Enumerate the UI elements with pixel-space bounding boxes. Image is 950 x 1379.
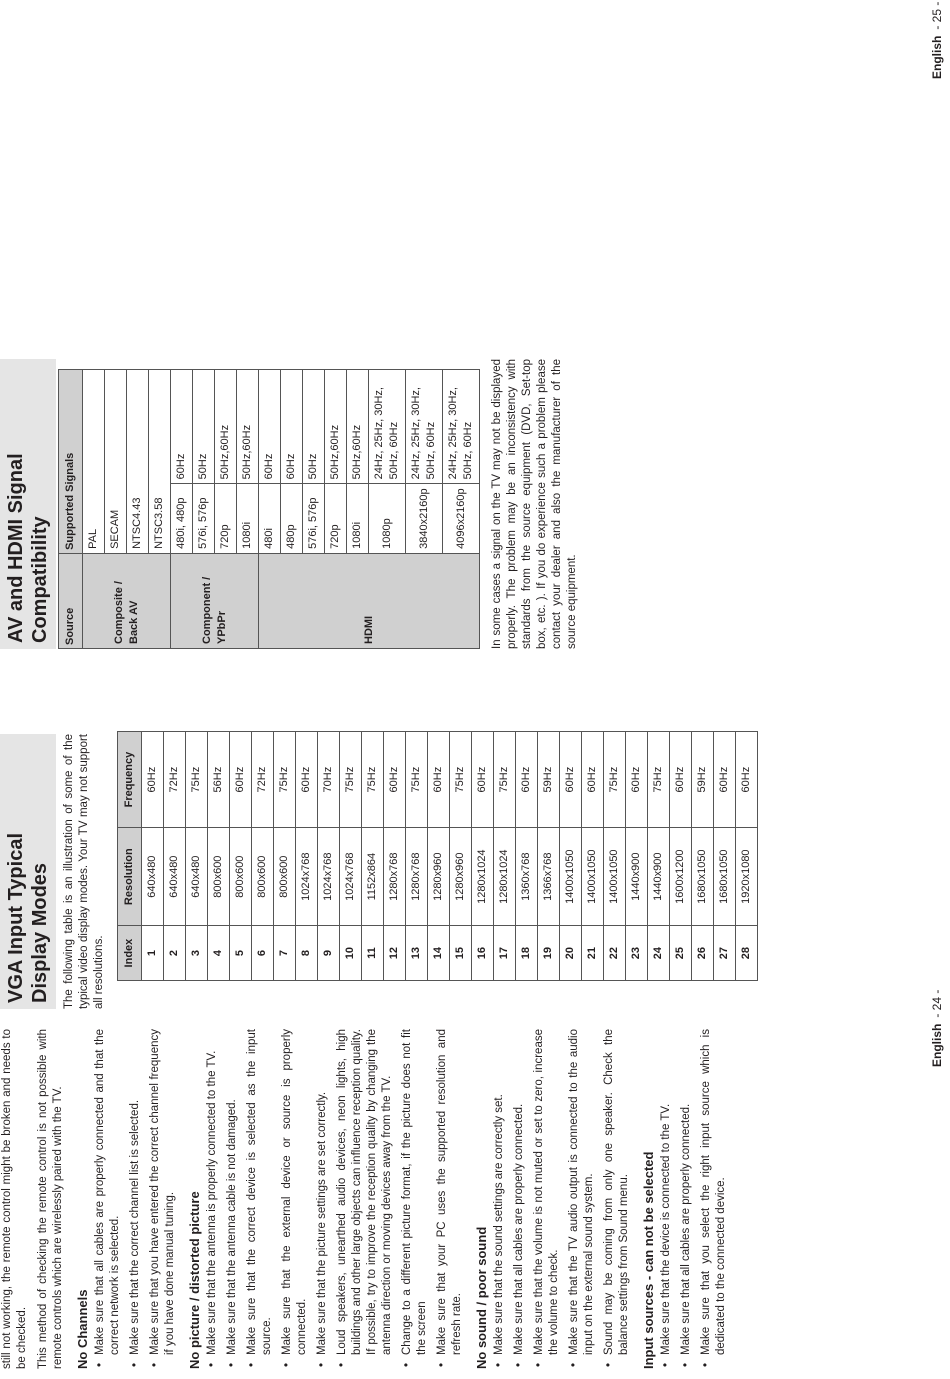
bullet-item: • Make sure that the TV audio output is connected to the audio input on the external sound system. — [567, 1029, 597, 1369]
resolution-cell: 1600x1200 — [670, 828, 692, 926]
signals-header: Supported Signals — [59, 370, 83, 554]
table-row — [560, 732, 582, 981]
signal-cell: PAL — [83, 370, 105, 554]
table-row — [736, 732, 758, 981]
table-row — [208, 732, 230, 981]
section-heading: Input sources - can not be selected — [641, 1151, 656, 1369]
bullet-list — [93, 1029, 178, 1369]
resolution-cell: 1280x1024 — [472, 828, 494, 926]
index-cell: 12 — [384, 926, 406, 981]
vga-header-cell: Resolution — [118, 828, 142, 926]
vga-header-cell: Frequency — [118, 732, 142, 828]
section-heading: No sound / poor sound — [474, 1226, 489, 1369]
index-cell: 8 — [296, 926, 318, 981]
index-cell: 1 — [142, 926, 164, 981]
frequency-cell: 60Hz — [296, 732, 318, 828]
signal-cell: NTSC3.58 — [149, 370, 171, 554]
resolution-cell: 1024x768 — [318, 828, 340, 926]
frequency-cell: 60Hz — [230, 732, 252, 828]
bullet-item: • Make sure that the correct device is selected as the input source. — [245, 1029, 275, 1369]
index-cell: 16 — [472, 926, 494, 981]
table-row — [450, 732, 472, 981]
index-cell: 2 — [164, 926, 186, 981]
frequency-cell: 72Hz — [252, 732, 274, 828]
signal-cell: 1080i — [347, 484, 369, 554]
resolution-cell: 1152x864 — [362, 828, 384, 926]
troubleshooting-column — [0, 1029, 734, 1369]
resolution-cell: 1360x768 — [516, 828, 538, 926]
resolution-cell: 1280x960 — [450, 828, 472, 926]
index-cell: 17 — [494, 926, 516, 981]
table-row — [340, 732, 362, 981]
bullet-item: • Make sure that you have entered the correct channel frequency if you have done manual tuning. — [148, 1029, 178, 1369]
frequency-cell: 75Hz — [274, 732, 296, 828]
index-cell: 24 — [648, 926, 670, 981]
frequency-cell: 60Hz — [281, 370, 303, 484]
table-row — [362, 732, 384, 981]
frequency-cell: 70Hz — [318, 732, 340, 828]
frequency-cell: 60Hz — [560, 732, 582, 828]
resolution-cell: 640x480 — [186, 828, 208, 926]
resolution-cell: 800x600 — [230, 828, 252, 926]
signal-cell: 576i, 576p — [193, 484, 215, 554]
frequency-cell: 60Hz — [259, 370, 281, 484]
resolution-cell: 1440x900 — [626, 828, 648, 926]
frequency-cell: 50Hz — [303, 370, 325, 484]
signal-cell: 1080p — [369, 484, 406, 554]
frequency-cell: 60Hz — [582, 732, 604, 828]
paired-remote-note: This method of checking the remote control is not possible with remote controls which are wirelessly paired with the TV. — [37, 1029, 64, 1369]
index-cell: 9 — [318, 926, 340, 981]
frequency-cell: 60Hz — [736, 732, 758, 828]
resolution-cell: 800x600 — [274, 828, 296, 926]
bullet-item: • Sound may be coming from only one speaker. Check the balance settings from Sound menu. — [602, 1029, 632, 1369]
table-row — [384, 732, 406, 981]
troubleshooting-sections — [75, 1029, 729, 1369]
table-row — [296, 732, 318, 981]
frequency-cell: 56Hz — [208, 732, 230, 828]
resolution-cell: 1400x1050 — [582, 828, 604, 926]
frequency-cell: 75Hz — [362, 732, 384, 828]
index-cell: 23 — [626, 926, 648, 981]
index-cell: 18 — [516, 926, 538, 981]
bullet-list — [205, 1029, 465, 1369]
bullet-item: • Make sure that your PC uses the supported resolution and refresh rate. — [435, 1029, 465, 1369]
index-cell: 22 — [604, 926, 626, 981]
section-heading: No Channels — [75, 1289, 90, 1369]
frequency-cell: 60Hz — [384, 732, 406, 828]
table-row — [83, 370, 105, 649]
resolution-cell: 1920x1080 — [736, 828, 758, 926]
table-row — [164, 732, 186, 981]
bullet-item: • Change to a different picture format, if the picture does not fit the screen — [400, 1029, 430, 1369]
index-cell: 4 — [208, 926, 230, 981]
table-row — [516, 732, 538, 981]
resolution-cell: 800x600 — [208, 828, 230, 926]
vga-title-line1: VGA Input Typical — [5, 832, 27, 1003]
vga-modes-table — [117, 731, 758, 981]
footer-page-number: - 25 - — [930, 1, 944, 30]
signal-cell: 4096x2160p — [443, 484, 480, 554]
vga-table-body — [142, 732, 758, 981]
av-title — [0, 359, 56, 649]
frequency-cell: 50Hz,60Hz — [325, 370, 347, 484]
bullet-item: • Make sure that the picture settings are set correctly. — [315, 1029, 330, 1369]
frequency-cell: 50Hz,60Hz — [347, 370, 369, 484]
table-row — [318, 732, 340, 981]
signal-cell: 3840x2160p — [406, 484, 443, 554]
bullet-list — [492, 1029, 632, 1369]
signal-cell: 576i, 576p — [303, 484, 325, 554]
frequency-cell: 75Hz — [450, 732, 472, 828]
index-cell: 7 — [274, 926, 296, 981]
frequency-cell: 75Hz — [186, 732, 208, 828]
frequency-cell: 60Hz — [670, 732, 692, 828]
bullet-item: • Make sure that the antenna cable is not damaged. — [225, 1029, 240, 1369]
frequency-cell: 72Hz — [164, 732, 186, 828]
table-row — [171, 370, 193, 649]
vga-title-line2: Display Modes — [29, 862, 51, 1003]
frequency-cell: 50Hz — [193, 370, 215, 484]
resolution-cell: 1400x1050 — [604, 828, 626, 926]
index-cell: 27 — [714, 926, 736, 981]
resolution-cell: 800x600 — [252, 828, 274, 926]
table-row — [648, 732, 670, 981]
bullet-item: • Make sure that the device is connected to the TV. — [659, 1029, 674, 1369]
index-cell: 26 — [692, 926, 714, 981]
frequency-cell: 24Hz, 25Hz, 30Hz, 50Hz, 60Hz — [369, 370, 406, 484]
source-cell: Component / YPbPr — [171, 553, 259, 648]
index-cell: 3 — [186, 926, 208, 981]
table-row — [604, 732, 626, 981]
table-row — [406, 732, 428, 981]
table-row — [142, 732, 164, 981]
table-row — [230, 732, 252, 981]
footer-lang: English — [930, 1023, 944, 1067]
signal-cell: 480i — [259, 484, 281, 554]
signal-cell: NTSC4.43 — [127, 370, 149, 554]
bullet-item: • Make sure that the antenna is properly connected to the TV. — [205, 1029, 220, 1369]
source-header: Source — [59, 553, 83, 648]
frequency-cell: 59Hz — [538, 732, 560, 828]
bullet-item: • Make sure that all cables are properly connected. — [512, 1029, 527, 1369]
table-row — [494, 732, 516, 981]
av-column — [0, 359, 580, 649]
frequency-cell: 75Hz — [406, 732, 428, 828]
frequency-cell: 75Hz — [604, 732, 626, 828]
bullet-item: • Make sure that the volume is not muted or set to zero, increase the volume to check. — [532, 1029, 562, 1369]
index-cell: 21 — [582, 926, 604, 981]
frequency-cell: 50Hz,60Hz — [237, 370, 259, 484]
resolution-cell: 1400x1050 — [560, 828, 582, 926]
table-row — [582, 732, 604, 981]
source-cell: Composite / Back AV — [83, 553, 171, 648]
index-cell: 11 — [362, 926, 384, 981]
table-row — [259, 370, 281, 649]
table-row — [186, 732, 208, 981]
bullet-item: • Make sure that all cables are properly connected. — [679, 1029, 694, 1369]
table-row — [626, 732, 648, 981]
table-row — [692, 732, 714, 981]
resolution-cell: 1680x1050 — [714, 828, 736, 926]
table-row — [714, 732, 736, 981]
bullet-item: • Make sure that you select the right input source which is dedicated to the connected device. — [699, 1029, 729, 1369]
frequency-cell: 60Hz — [428, 732, 450, 828]
table-row — [428, 732, 450, 981]
index-cell: 19 — [538, 926, 560, 981]
table-row — [670, 732, 692, 981]
signal-cell: 720p — [215, 484, 237, 554]
frequency-cell: 60Hz — [472, 732, 494, 828]
index-cell: 28 — [736, 926, 758, 981]
resolution-cell: 1024x768 — [296, 828, 318, 926]
frequency-cell: 60Hz — [142, 732, 164, 828]
resolution-cell: 1280x768 — [406, 828, 428, 926]
signal-cell: 480i, 480p — [171, 484, 193, 554]
resolution-cell: 640x480 — [164, 828, 186, 926]
av-signal-table — [58, 369, 480, 649]
av-table-header — [59, 370, 83, 649]
table-row — [252, 732, 274, 981]
index-cell: 25 — [670, 926, 692, 981]
index-cell: 20 — [560, 926, 582, 981]
bullet-item: • Make sure that the correct channel list is selected. — [128, 1029, 143, 1369]
intro-text: still not working, the remote control might be broken and needs to be checked. — [1, 1029, 28, 1369]
av-note: In some cases a signal on the TV may not be displayed properly. The problem may be an inconsistency with standards from the source equipment (DVD, Set-top box, etc. ). If you do experience such a problem please contact your dealer and also the manufacturer of the source equipment. — [491, 359, 578, 649]
av-title-line2: Compatibility — [29, 516, 51, 643]
bullet-item: • Loud speakers, unearthed audio devices, neon lights, high buildings and other large objects can influence reception quality. If possible, try to improve the reception quality by changing the antenna direction or moving devices away from the TV. — [335, 1029, 395, 1369]
signal-cell: 1080i — [237, 484, 259, 554]
frequency-cell: 75Hz — [494, 732, 516, 828]
table-row — [472, 732, 494, 981]
vga-intro: The following table is an illustration of some of the typical video display modes. Your TV may not support all resolutions. — [63, 734, 105, 1009]
footer-lang: English — [930, 35, 944, 79]
index-cell: 13 — [406, 926, 428, 981]
resolution-cell: 1366x768 — [538, 828, 560, 926]
resolution-cell: 1280x768 — [384, 828, 406, 926]
vga-title — [0, 734, 56, 1009]
source-cell: HDMI — [259, 553, 480, 648]
signal-cell: 480p — [281, 484, 303, 554]
resolution-cell: 1680x1050 — [692, 828, 714, 926]
signal-cell: SECAM — [105, 370, 127, 554]
av-title-line1: AV and HDMI Signal — [5, 453, 27, 643]
bullet-item: • Make sure that the sound settings are correctly set. — [492, 1029, 507, 1369]
av-table-body — [83, 370, 480, 649]
section-heading: No picture / distorted picture — [187, 1191, 202, 1369]
index-cell: 15 — [450, 926, 472, 981]
table-row — [274, 732, 296, 981]
vga-table-header — [118, 732, 142, 981]
frequency-cell: 60Hz — [714, 732, 736, 828]
frequency-cell: 50Hz,60Hz — [215, 370, 237, 484]
frequency-cell: 24Hz, 25Hz, 30Hz, 50Hz, 60Hz — [406, 370, 443, 484]
frequency-cell: 60Hz — [171, 370, 193, 484]
resolution-cell: 1280x960 — [428, 828, 450, 926]
footer-page-number: - 24 - — [930, 989, 944, 1018]
frequency-cell: 24Hz, 25Hz, 30Hz, 50Hz, 60Hz — [443, 370, 480, 484]
vga-column — [0, 734, 758, 1009]
frequency-cell: 60Hz — [626, 732, 648, 828]
resolution-cell: 640x480 — [142, 828, 164, 926]
bullet-list — [659, 1029, 729, 1369]
frequency-cell: 60Hz — [516, 732, 538, 828]
resolution-cell: 1024x768 — [340, 828, 362, 926]
index-cell: 10 — [340, 926, 362, 981]
index-cell: 14 — [428, 926, 450, 981]
frequency-cell: 59Hz — [692, 732, 714, 828]
table-row — [538, 732, 560, 981]
signal-cell: 720p — [325, 484, 347, 554]
frequency-cell: 75Hz — [340, 732, 362, 828]
frequency-cell: 75Hz — [648, 732, 670, 828]
vga-header-cell: Index — [118, 926, 142, 981]
index-cell: 5 — [230, 926, 252, 981]
resolution-cell: 1440x900 — [648, 828, 670, 926]
resolution-cell: 1280x1024 — [494, 828, 516, 926]
bullet-item: • Make sure that all cables are properly connected and that the correct network is selected. — [93, 1029, 123, 1369]
footer-page-24 — [930, 990, 944, 1067]
bullet-item: • Make sure that the external device or source is properly connected. — [280, 1029, 310, 1369]
index-cell: 6 — [252, 926, 274, 981]
footer-page-25 — [930, 2, 944, 79]
